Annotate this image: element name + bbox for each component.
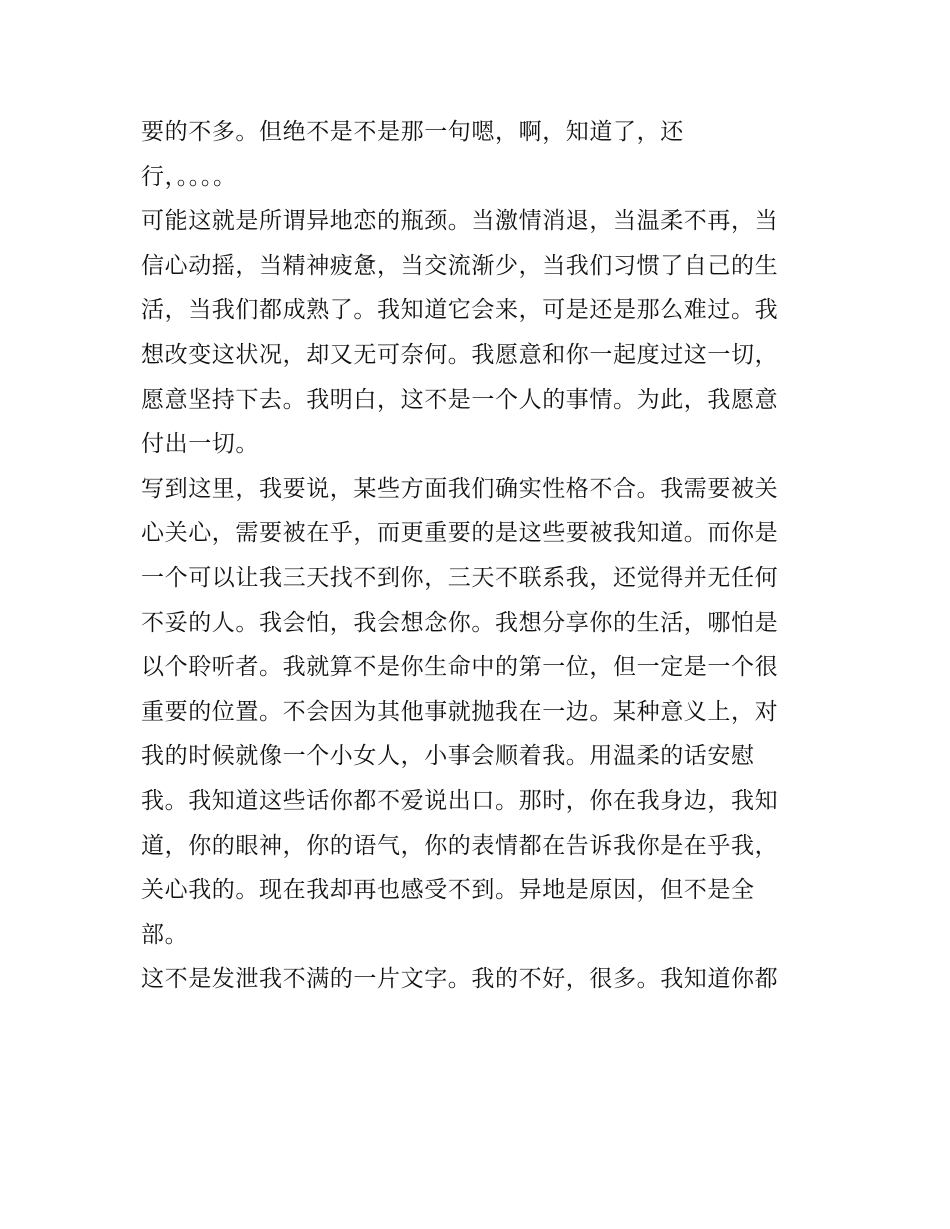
text-line: 想改变这状况，却又无可奈何。我愿意和你一起度过这一切，: [141, 341, 779, 368]
text-line: 我。我知道这些话你都不爱说出口。那时，你在我身边，我知: [141, 787, 779, 814]
text-line: 道，你的眼神，你的语气，你的表情都在告诉我你是在乎我，: [141, 832, 779, 859]
text-line: 愿意坚持下去。我明白，这不是一个人的事情。为此，我愿意: [141, 386, 779, 413]
text-line: 可能这就是所谓异地恋的瓶颈。当激情消退，当温柔不再，当: [141, 208, 779, 235]
text-line: 关心我的。现在我却再也感受不到。异地是原因，但不是全: [141, 877, 755, 904]
text-line: 一个可以让我三天找不到你，三天不联系我，还觉得并无任何: [141, 564, 779, 591]
text-line: 心关心，需要被在乎，而更重要的是这些要被我知道。而你是: [141, 520, 779, 547]
text-line: 行，。。。。: [141, 163, 237, 190]
text-line: 写到这里，我要说，某些方面我们确实性格不合。我需要被关: [141, 475, 779, 502]
text-line: 要的不多。但绝不是不是那一句嗯，啊，知道了，还: [141, 119, 684, 145]
text-line: 以个聆听者。我就算不是你生命中的第一位，但一定是一个很: [141, 654, 779, 681]
body-text: [141, 110, 821, 1002]
text-line: 不妥的人。我会怕，我会想念你。我想分享你的生活，哪怕是: [141, 609, 779, 636]
text-line: 活，当我们都成熟了。我知道它会来，可是还是那么难过。我: [141, 297, 779, 324]
text-line: 信心动摇，当精神疲惫，当交流渐少，当我们习惯了自己的生: [141, 252, 779, 279]
text-line: 重要的位置。不会因为其他事就抛我在一边。某种意义上，对: [141, 698, 779, 725]
text-line: 我的时候就像一个小女人，小事会顺着我。用温柔的话安慰: [141, 743, 755, 770]
text-line: 这不是发泄我不满的一片文字。我的不好，很多。我知道你都: [141, 966, 779, 993]
text-line: 部。: [141, 921, 189, 948]
text-line: 付出一切。: [141, 431, 259, 458]
